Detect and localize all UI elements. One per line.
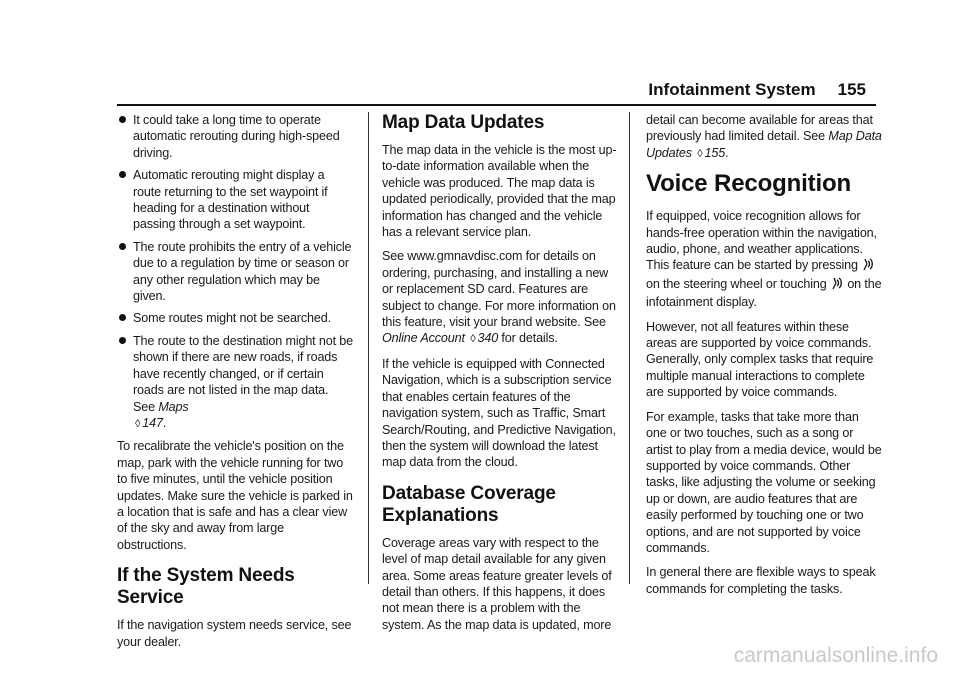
maps-link[interactable]: Maps <box>158 399 189 414</box>
voice-paragraph-2: However, not all features within these areas are supported by voice commands. Generally, only complex tasks that require multiple manual interactions to complete are supported by voice commands. <box>646 319 874 400</box>
page-ref[interactable]: 340 <box>477 331 499 346</box>
map-data-updates-link[interactable]: Map Data Updates <box>646 129 882 160</box>
column-divider <box>368 112 369 584</box>
page-ref-arrow-icon: ◊ <box>470 333 476 346</box>
page-ref[interactable]: 147 <box>142 415 163 430</box>
voice-paragraph-4: In general there are flexible ways to speak commands for completing the tasks. <box>646 565 876 596</box>
bullet-dot-icon <box>119 171 126 178</box>
column-divider <box>629 112 630 584</box>
voice-recognition-icon <box>832 277 842 294</box>
voice-recognition-heading: Voice Recognition <box>646 170 852 198</box>
header-rule <box>117 104 876 106</box>
coverage-heading: Database Coverage Explanations <box>382 482 556 526</box>
voice-recognition-icon <box>863 258 873 275</box>
voice-paragraph-1: If equipped, voice recognition allows for hands-free operation within the navigation, audio, phone, and weather applications. This feature can be started by pressing on the steering wheel or touching on the infotainment display. <box>646 209 882 310</box>
map-paragraph-1: The map data in the vehicle is the most up-to-date information available when the vehicle was produced. The map data is updated periodically, provided that the map information has changed and the vehicle has a relevant service plan. <box>382 143 617 240</box>
section-title: Infotainment System <box>648 80 816 99</box>
list-item: The route to the destination might not be shown if there are new roads, if roads have recently changed, or if certain roads are not listed in the map data. See Maps ◊ 147. <box>117 333 353 432</box>
watermark: carmanualsonline.info <box>733 644 938 667</box>
map-updates-heading: Map Data Updates <box>382 112 545 133</box>
page-ref-arrow-icon: ◊ <box>135 417 141 430</box>
coverage-paragraph: Coverage areas vary with respect to the level of map detail available for any given area. Some areas feature greater levels of detail than others. If this happens, it does not mean there is a problem with the system. As the map data is updated, more <box>382 535 612 632</box>
recalibrate-paragraph: To recalibrate the vehicle's position on the map, park with the vehicle running for two to five minutes, until the vehicle position updates. Make sure the vehicle is parked in a location that is safe and has a clear view of the sky and away from large obstructions. <box>117 439 353 552</box>
column-right <box>646 112 882 605</box>
page-ref-arrow-icon: ◊ <box>697 147 703 160</box>
bullet-dot-icon <box>119 314 126 321</box>
list-item: It could take a long time to operate automatic rerouting during high-speed driving. <box>117 112 353 161</box>
map-paragraph-2: See www.gmnavdisc.com for details on ordering, purchasing, and installing a new or replacement SD card. Features are subject to change. For more information on this feature, visit your brand website. See Online Account ◊ 340 for details. <box>382 249 616 346</box>
service-paragraph: If the navigation system needs service, see your dealer. <box>117 618 352 649</box>
rerouting-bullet-list <box>117 112 353 432</box>
service-heading: If the System Needs Service <box>117 565 295 609</box>
online-account-link[interactable]: Online Account <box>382 331 465 346</box>
map-paragraph-3: If the vehicle is equipped with Connected Navigation, which is a subscription service that enables certain features of the navigation system, such as Traffic, Smart Search/Routing, and Predictive Navigation, then the system will download the latest map data from the cloud. <box>382 356 616 470</box>
bullet-dot-icon <box>119 243 126 250</box>
bullet-dot-icon <box>119 116 126 123</box>
voice-paragraph-3: For example, tasks that take more than one or two touches, such as a song or artist to play from a media device, would be supported by voice commands. Other tasks, like adjusting the volume or seeking up or down, are audio features that are easily performed by touching one or two options, and are not supported by voice commands. <box>646 409 882 555</box>
page-header <box>648 80 866 100</box>
list-item: The route prohibits the entry of a vehicle due to a regulation by time or season or any other regulation which may be given. <box>117 239 353 305</box>
list-item: Some routes might not be searched. <box>117 310 353 326</box>
page-number: 155 <box>837 80 866 99</box>
page-ref[interactable]: 155 <box>704 145 726 160</box>
column-left <box>117 112 353 658</box>
bullet-dot-icon <box>119 337 126 344</box>
list-item: Automatic rerouting might display a route returning to the set waypoint if heading for a destination without passing through a set waypoint. <box>117 167 353 233</box>
column-middle <box>382 112 618 641</box>
continued-paragraph: detail can become available for areas that previously had limited detail. See Map Data Updates ◊ 155. <box>646 113 882 160</box>
